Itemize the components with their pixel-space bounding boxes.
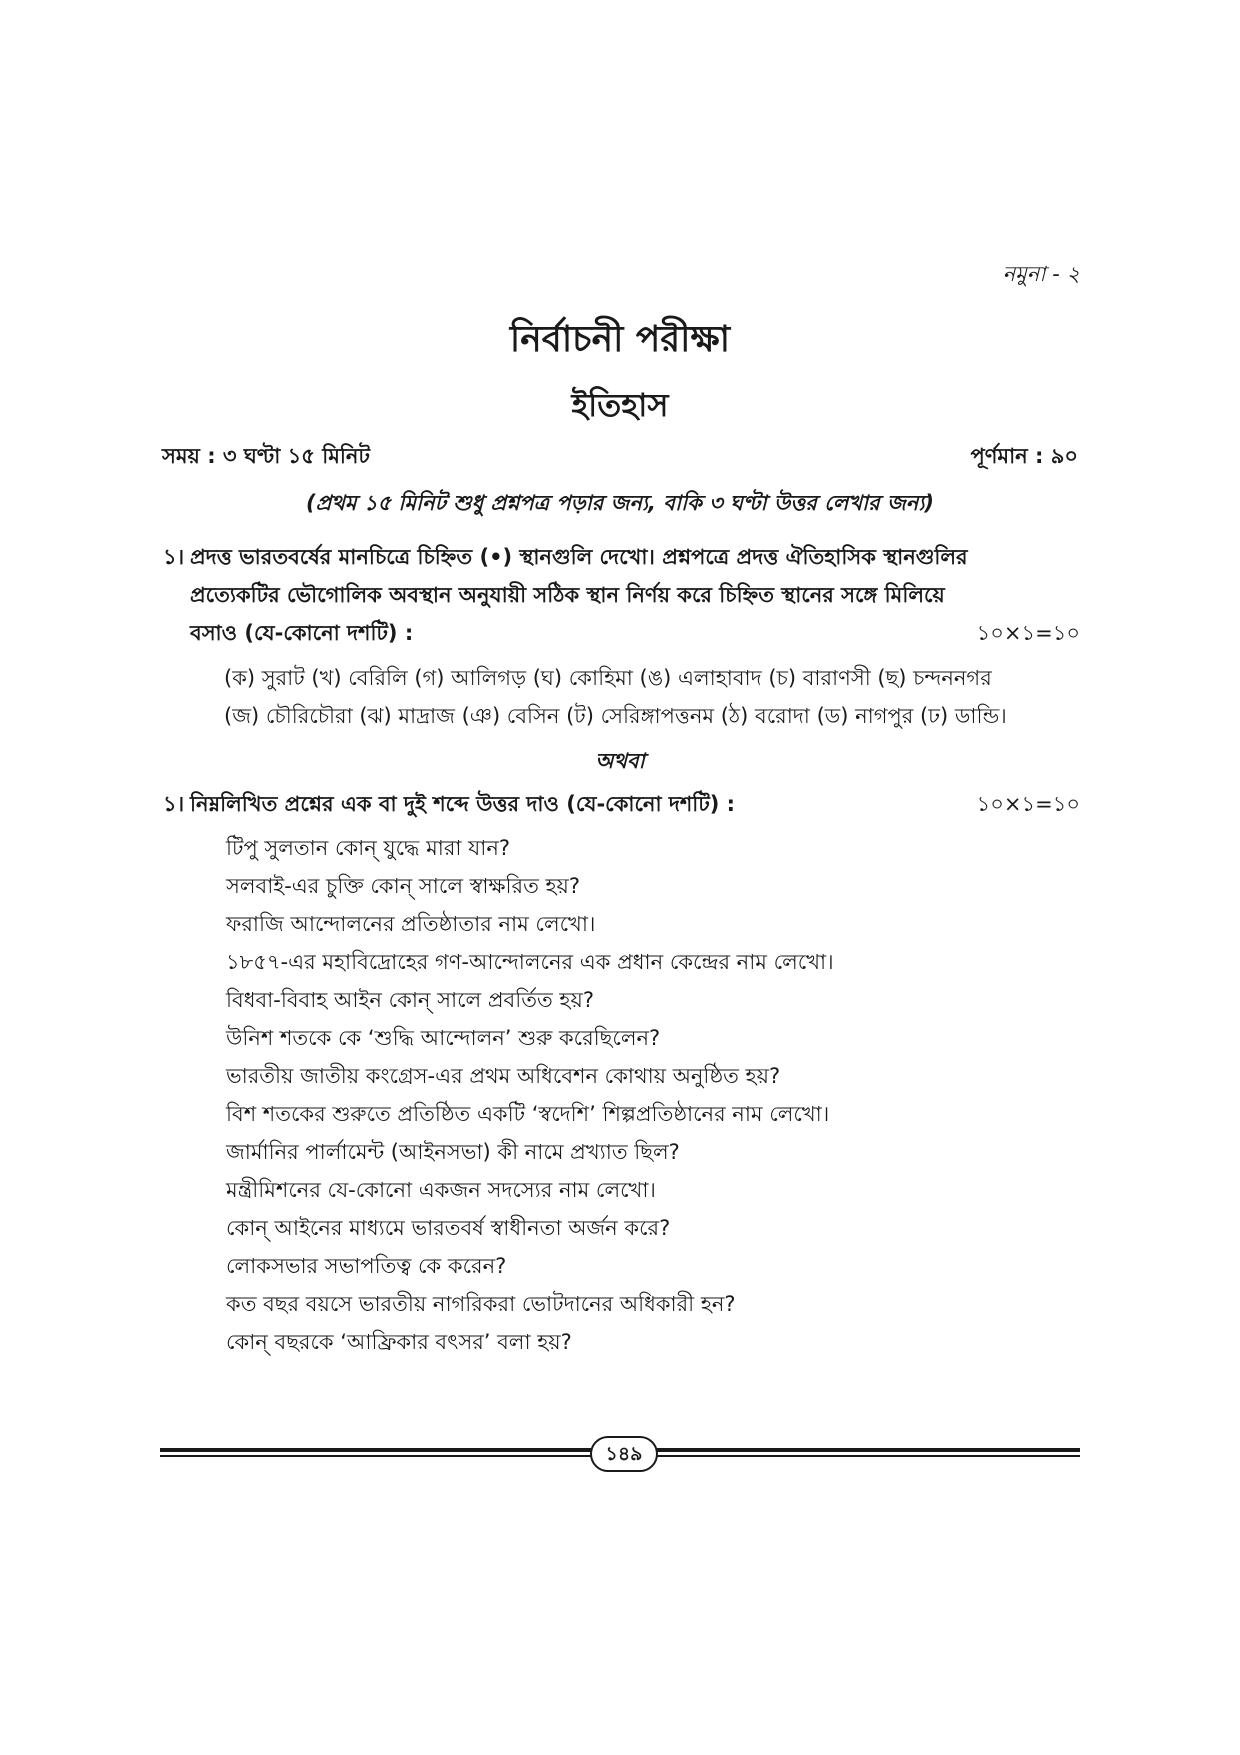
sub-question-text: মন্ত্রীমিশনের যে-কোনো একজন সদস্যের নাম লেখো। [226,1178,656,1202]
full-marks: পূর্ণমান : ৯০ [970,444,1078,468]
sub-question-text: বিশ শতকের শুরুতে প্রতিষ্ঠিত একটি ‘স্বদেশি’ শিল্পপ্রতিষ্ঠানের নাম লেখো। [226,1102,830,1126]
sub-question-text: উনিশ শতকে কে ‘শুদ্ধি আন্দোলন’ শুরু করেছিলেন? [226,1026,661,1050]
page-footer [160,1436,1080,1472]
question-1-alternative [163,788,1080,823]
sub-question-text: ভারতীয় জাতীয় কংগ্রেস-এর প্রথম অধিবেশন কোথায় অনুষ্ঠিত হয়? [226,1064,781,1088]
place-list [224,659,1084,735]
exam-title: নির্বাচনী পরীক্ষা [509,319,731,360]
question-text: নিম্নলিখিত প্রশ্নের এক বা দুই শব্দে উত্তর দাও (যে-কোনো দশটি) : [190,792,736,816]
sub-question-text: ফরাজি আন্দোলনের প্রতিষ্ঠাতার নাম লেখো। [226,912,596,936]
sub-question-text: জার্মানির পার্লামেন্ট (আইনসভা) কী নামে প্রখ্যাত ছিল? [226,1140,680,1164]
sub-question-text: কত বছর বয়সে ভারতীয় নাগরিকরা ভোটদানের অধিকারী হন? [226,1292,736,1316]
question-text: বসাও (যে-কোনো দশটি) : [190,621,414,645]
subject-title: ইতিহাস [571,386,669,424]
sub-question-text: কোন্ আইনের মাধ্যমে ভারতবর্ষ স্বাধীনতা অর্জন করে? [226,1216,671,1240]
question-marks: ১০×১=১০ [976,792,1080,816]
place-list-line: (ক) সুরাট (খ) বেরিলি (গ) আলিগড় (ঘ) কোহিমা (ঙ) এলাহাবাদ (চ) বারাণসী (ছ) চন্দননগর [224,666,992,690]
or-separator: অথবা [595,749,645,773]
sub-question-text: বিধবা-বিবাহ আইন কোন্ সালে প্রবর্তিত হয়? [226,988,594,1012]
sub-question-text: কোন্ বছরকে ‘আফ্রিকার বৎসর’ বলা হয়? [226,1330,572,1354]
question-text-line: প্রত্যেকটির ভৌগোলিক অবস্থান অনুযায়ী সঠিক স্থান নির্ণয় করে চিহ্নিত স্থানের সঙ্গে মিলিয়ে [190,583,945,607]
exam-duration: সময় : ৩ ঘণ্টা ১৫ মিনিট [162,444,370,468]
question-1-map [163,538,1080,652]
sub-question-text: ১৮৫৭-এর মহাবিদ্রোহের গণ-আন্দোলনের এক প্রধান কেন্দ্রের নাম লেখো। [226,950,834,974]
question-marks: ১০×১=১০ [976,621,1080,645]
question-text-line [190,614,1080,652]
place-list-line: (জ) চৌরিচৌরা (ঝ) মাদ্রাজ (ঞ) বেসিন (ট) সেরিঙ্গাপত্তনম (ঠ) বরোদা (ড) নাগপুর (ঢ) ডান্ডি। [224,704,1007,728]
exam-instruction: (প্রথম ১৫ মিনিট শুধু প্রশ্নপত্র পড়ার জন্য, বাকি ৩ ঘণ্টা উত্তর লেখার জন্য) [305,491,935,515]
question-number: ১। [163,792,185,816]
sub-question-text: টিপু সুলতান কোন্ যুদ্ধে মারা যান? [226,836,511,860]
page-number: ১৪৯ [590,1436,658,1472]
question-text-line: প্রদত্ত ভারতবর্ষের মানচিত্রে চিহ্নিত (•) স্থানগুলি দেখো। প্রশ্নপত্রে প্রদত্ত ঐতিহাসিক স্থানগুলির [190,545,968,569]
question-number: ১। [163,545,185,569]
sub-question-text: লোকসভার সভাপতিত্ব কে করেন? [226,1254,507,1278]
sub-question-text: সলবাই-এর চুক্তি কোন্ সালে স্বাক্ষরিত হয়? [226,874,581,898]
sample-tag: নমুনা - ২ [1002,262,1080,286]
